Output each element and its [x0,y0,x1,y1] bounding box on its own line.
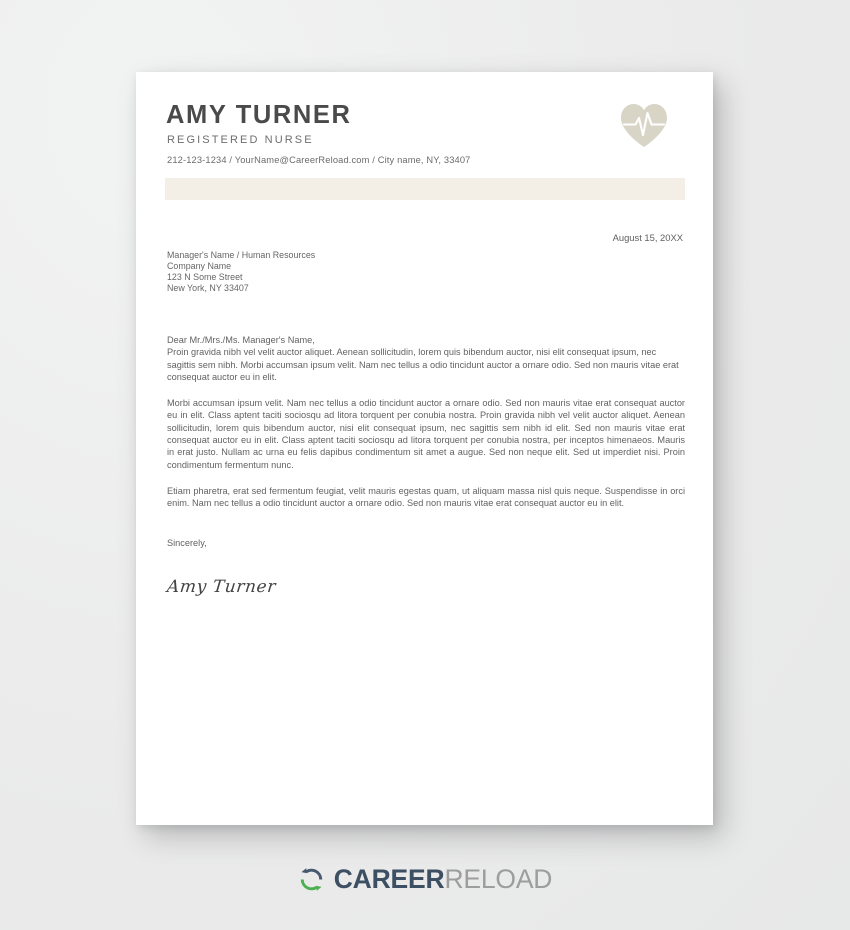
signature: Amy Turner [165,577,278,597]
body-paragraph-2: Morbi accumsan ipsum velit. Nam nec tellus a odio tincidunt auctor a ornare odio. Sed non mauris vitae erat consequat auctor eu in elit. Class aptent taciti sociosqu ad litora torquent per conubia nostra. Proin gravida nibh vel velit auctor aliquet. Aenean sollicitudin, lorem quis bibendum auctor, nisi elit consequat ipsum, nec sagittis sem nibh id elit. Sed non mauris vitae erat consequat auctor eu in elit. Class aptent taciti sociosqu ad litora torquent per conubia nostra, per inceptos himenaeos. Mauris in erat justo. Nullam ac urna eu felis dapibus condimentum sit amet a augue. Sed non neque elit. Sed ut imperdiet nisi. Proin condimentum fermentum nunc. [167,398,685,470]
salutation: Dear Mr./Mrs./Ms. Manager's Name, [167,335,315,345]
heart-pulse-icon [618,102,670,148]
logo-wordmark [334,866,552,893]
paragraph-spacer [167,383,685,397]
accent-band [165,178,685,200]
recipient-line-3: 123 N Some Street [167,272,243,283]
applicant-contact-line: 212-123-1234 / YourName@CareerReload.com / City name, NY, 33407 [167,155,471,165]
applicant-job-title: REGISTERED NURSE [167,134,314,146]
letter-body [167,334,685,510]
body-paragraph-1: Proin gravida nibh vel velit auctor aliquet. Aenean sollicitudin, lorem quis bibendum auctor, nisi elit consequat ipsum, nec sagittis sem nibh. Morbi accumsan ipsum velit. Nam nec tellus a odio tincidunt auctor a ornare odio. Sed non mauris vitae erat consequat auctor eu in elit. [167,347,679,382]
logo-text-reload: RELOAD [444,864,553,895]
recipient-address-block [167,250,315,294]
letter-closing: Sincerely, [167,538,207,548]
logo-text-career: CAREER [333,864,445,895]
careerreload-logo [0,866,850,893]
recycle-refresh-icon [298,866,325,893]
body-paragraph-3: Etiam pharetra, erat sed fermentum feugiat, velit mauris egestas quam, ut aliquam massa nisl quis neque. Suspendisse in orci enim. Nam nec tellus a odio tincidunt auctor a ornare odio. Sed non mauris vitae erat consequat auctor eu in elit. [167,485,685,509]
recipient-line-1: Manager's Name / Human Resources [167,250,316,260]
letter-date: August 15, 20XX [612,232,683,243]
cover-letter-page [136,72,713,825]
applicant-name: AMY TURNER [166,101,352,129]
recipient-line-4: New York, NY 33407 [167,283,249,294]
recipient-line-2: Company Name [167,261,232,272]
paragraph-spacer [167,471,685,485]
